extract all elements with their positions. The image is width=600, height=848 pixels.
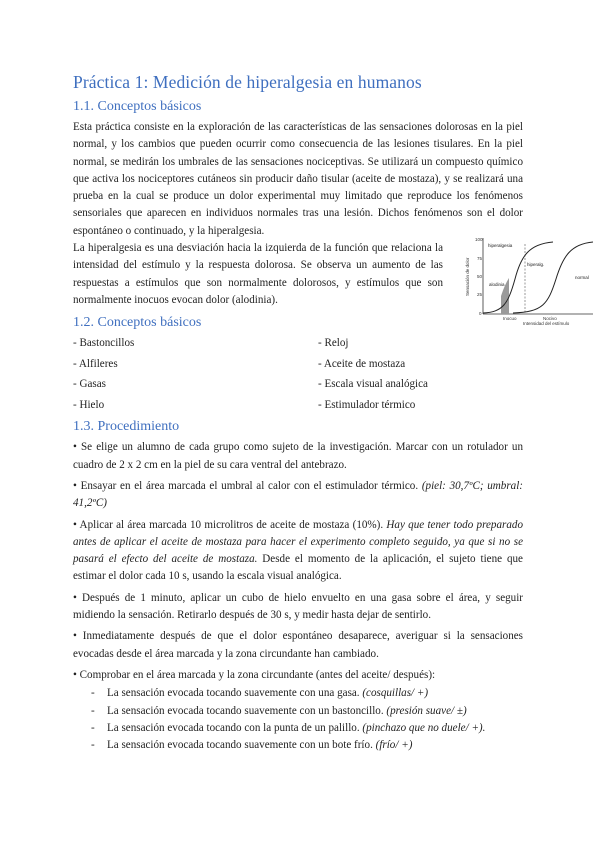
material-item: - Reloj — [318, 337, 349, 350]
procedure-step: • Inmediatamente después de que el dolor espontáneo desaparece, averiguar si la sensaciones evocadas desde el área marcada y la zona circundante han cambiado. — [73, 630, 523, 660]
page-title: Práctica 1: Medición de hiperalgesia en humanos — [73, 72, 422, 92]
step-text: Desde el momento de la aplicación, el sujeto tiene que estimar el dolor cada 10 s, usando la escala visual analógica. — [73, 553, 523, 583]
step-note: Hay que tener todo preparado antes de aplicar el aceite de mostaza para hacer el experimento completo seguido, ya que si no se pasará el efecto del aceite de mostaza. — [73, 518, 523, 566]
y-tick: 100 — [475, 237, 483, 243]
material-item: - Estimulador térmico — [318, 399, 416, 412]
material-item: - Hielo — [73, 399, 105, 412]
procedure-step: • Después de 1 minuto, aplicar un cubo de hielo envuelto en una gasa sobre el área, y seguir midiendo la sensación. Retirarlo después de 30 s, y medir hasta dejar de sentirlo. — [73, 591, 523, 622]
list-item: - La sensación evocada tocando suavemente con un bote frío. (frío/ +) — [91, 739, 413, 752]
list-item: - La sensación evocada tocando suavemente con una gasa. (cosquillas/ +) — [91, 687, 429, 700]
intro-paragraph: Esta práctica consiste en la exploración de las características de las sensaciones dolorosas en la piel normal, y los cambios que pueden ocurrir como consecuencia de las lesiones tisulares. En la piel normal, se medirán los umbrales de las sensaciones nociceptivas. Se utilizará un compuesto químico que activa los nociceptores cutáneos sin producir daño tisular (aceite de mostaza), y se realizará una prueba en la cual se produce un dolor experimental muy limitado que reproduce los fenómenos sensoriales que aparecen en individuos normales tras una lesión. Dichos fenómenos son el dolor espontáneo o continuado, y la hiperalgesia. — [73, 121, 523, 237]
step-text: • Aplicar al área marcada 10 microlitros de aceite de mostaza (10%). — [73, 518, 387, 531]
hyperalgesia-paragraph: La hiperalgesia es una desviación hacia la izquierda de la función que relaciona la intensidad del estímulo y la respuesta dolorosa. Se observa un aumento de las respuestas a estímulos que son normalmente dolorosos, y estímulos que son normalmente inocuos evocan dolor (alodinia). — [73, 242, 443, 306]
y-tick: 50 — [477, 274, 483, 280]
stimulus-response-chart — [463, 234, 600, 326]
y-axis-label: Sensación de dolor — [465, 257, 470, 297]
sensation-checks-list — [91, 685, 523, 754]
procedure-step — [73, 478, 523, 513]
step-text: • Ensayar en el área marcada el umbral al calor con el estimulador térmico. — [73, 479, 422, 492]
list-item: - La sensación evocada tocando con la punta de un palillo. (pinchazo que no duele/ +). — [91, 721, 486, 734]
section-heading-concepts: 1.1. Conceptos básicos — [73, 99, 202, 114]
material-item: - Bastoncillos — [73, 337, 135, 350]
hyperalgesia-figure — [463, 234, 600, 326]
curve-label: normal — [575, 275, 589, 281]
section-heading-materials: 1.2. Conceptos básicos — [73, 315, 202, 331]
curve-label: hiperalg. — [527, 262, 545, 268]
material-item: - Aceite de mostaza — [318, 357, 406, 370]
curve-label: hiperalgesia — [488, 243, 513, 249]
material-item: - Alfileres — [73, 357, 118, 370]
document-page — [73, 72, 589, 754]
materials-list — [73, 335, 523, 414]
material-item: - Gasas — [73, 378, 106, 391]
procedure-step — [73, 517, 523, 586]
y-tick: 75 — [477, 256, 483, 262]
section-heading-procedure: 1.3. Procedimiento — [73, 419, 180, 435]
curve-label: alodinia — [489, 282, 505, 288]
procedure-step: • Comprobar en el área marcada y la zona circundante (antes del aceite/ después): — [73, 668, 436, 681]
step-note: (piel: 30,7ºC; umbral: 41,2ºC) — [73, 479, 523, 510]
material-item: - Escala visual analógica — [318, 378, 428, 391]
hyperalgesia-curve — [483, 242, 553, 313]
x-axis-label: Intensidad del estímulo — [523, 321, 570, 327]
list-item: - La sensación evocada tocando suavemente con un bastoncillo. (presión suave/ ±) — [91, 704, 467, 717]
y-tick: 25 — [477, 292, 483, 298]
x-tick: Inocuo — [503, 316, 517, 322]
y-tick: 0 — [479, 311, 482, 317]
x-tick: Nocivo — [543, 316, 557, 322]
procedure-step: • Se elige un alumno de cada grupo como sujeto de la investigación. Marcar con un rotulador un cuadro de 2 x 2 cm en la piel de su cara ventral del antebrazo. — [73, 441, 523, 471]
